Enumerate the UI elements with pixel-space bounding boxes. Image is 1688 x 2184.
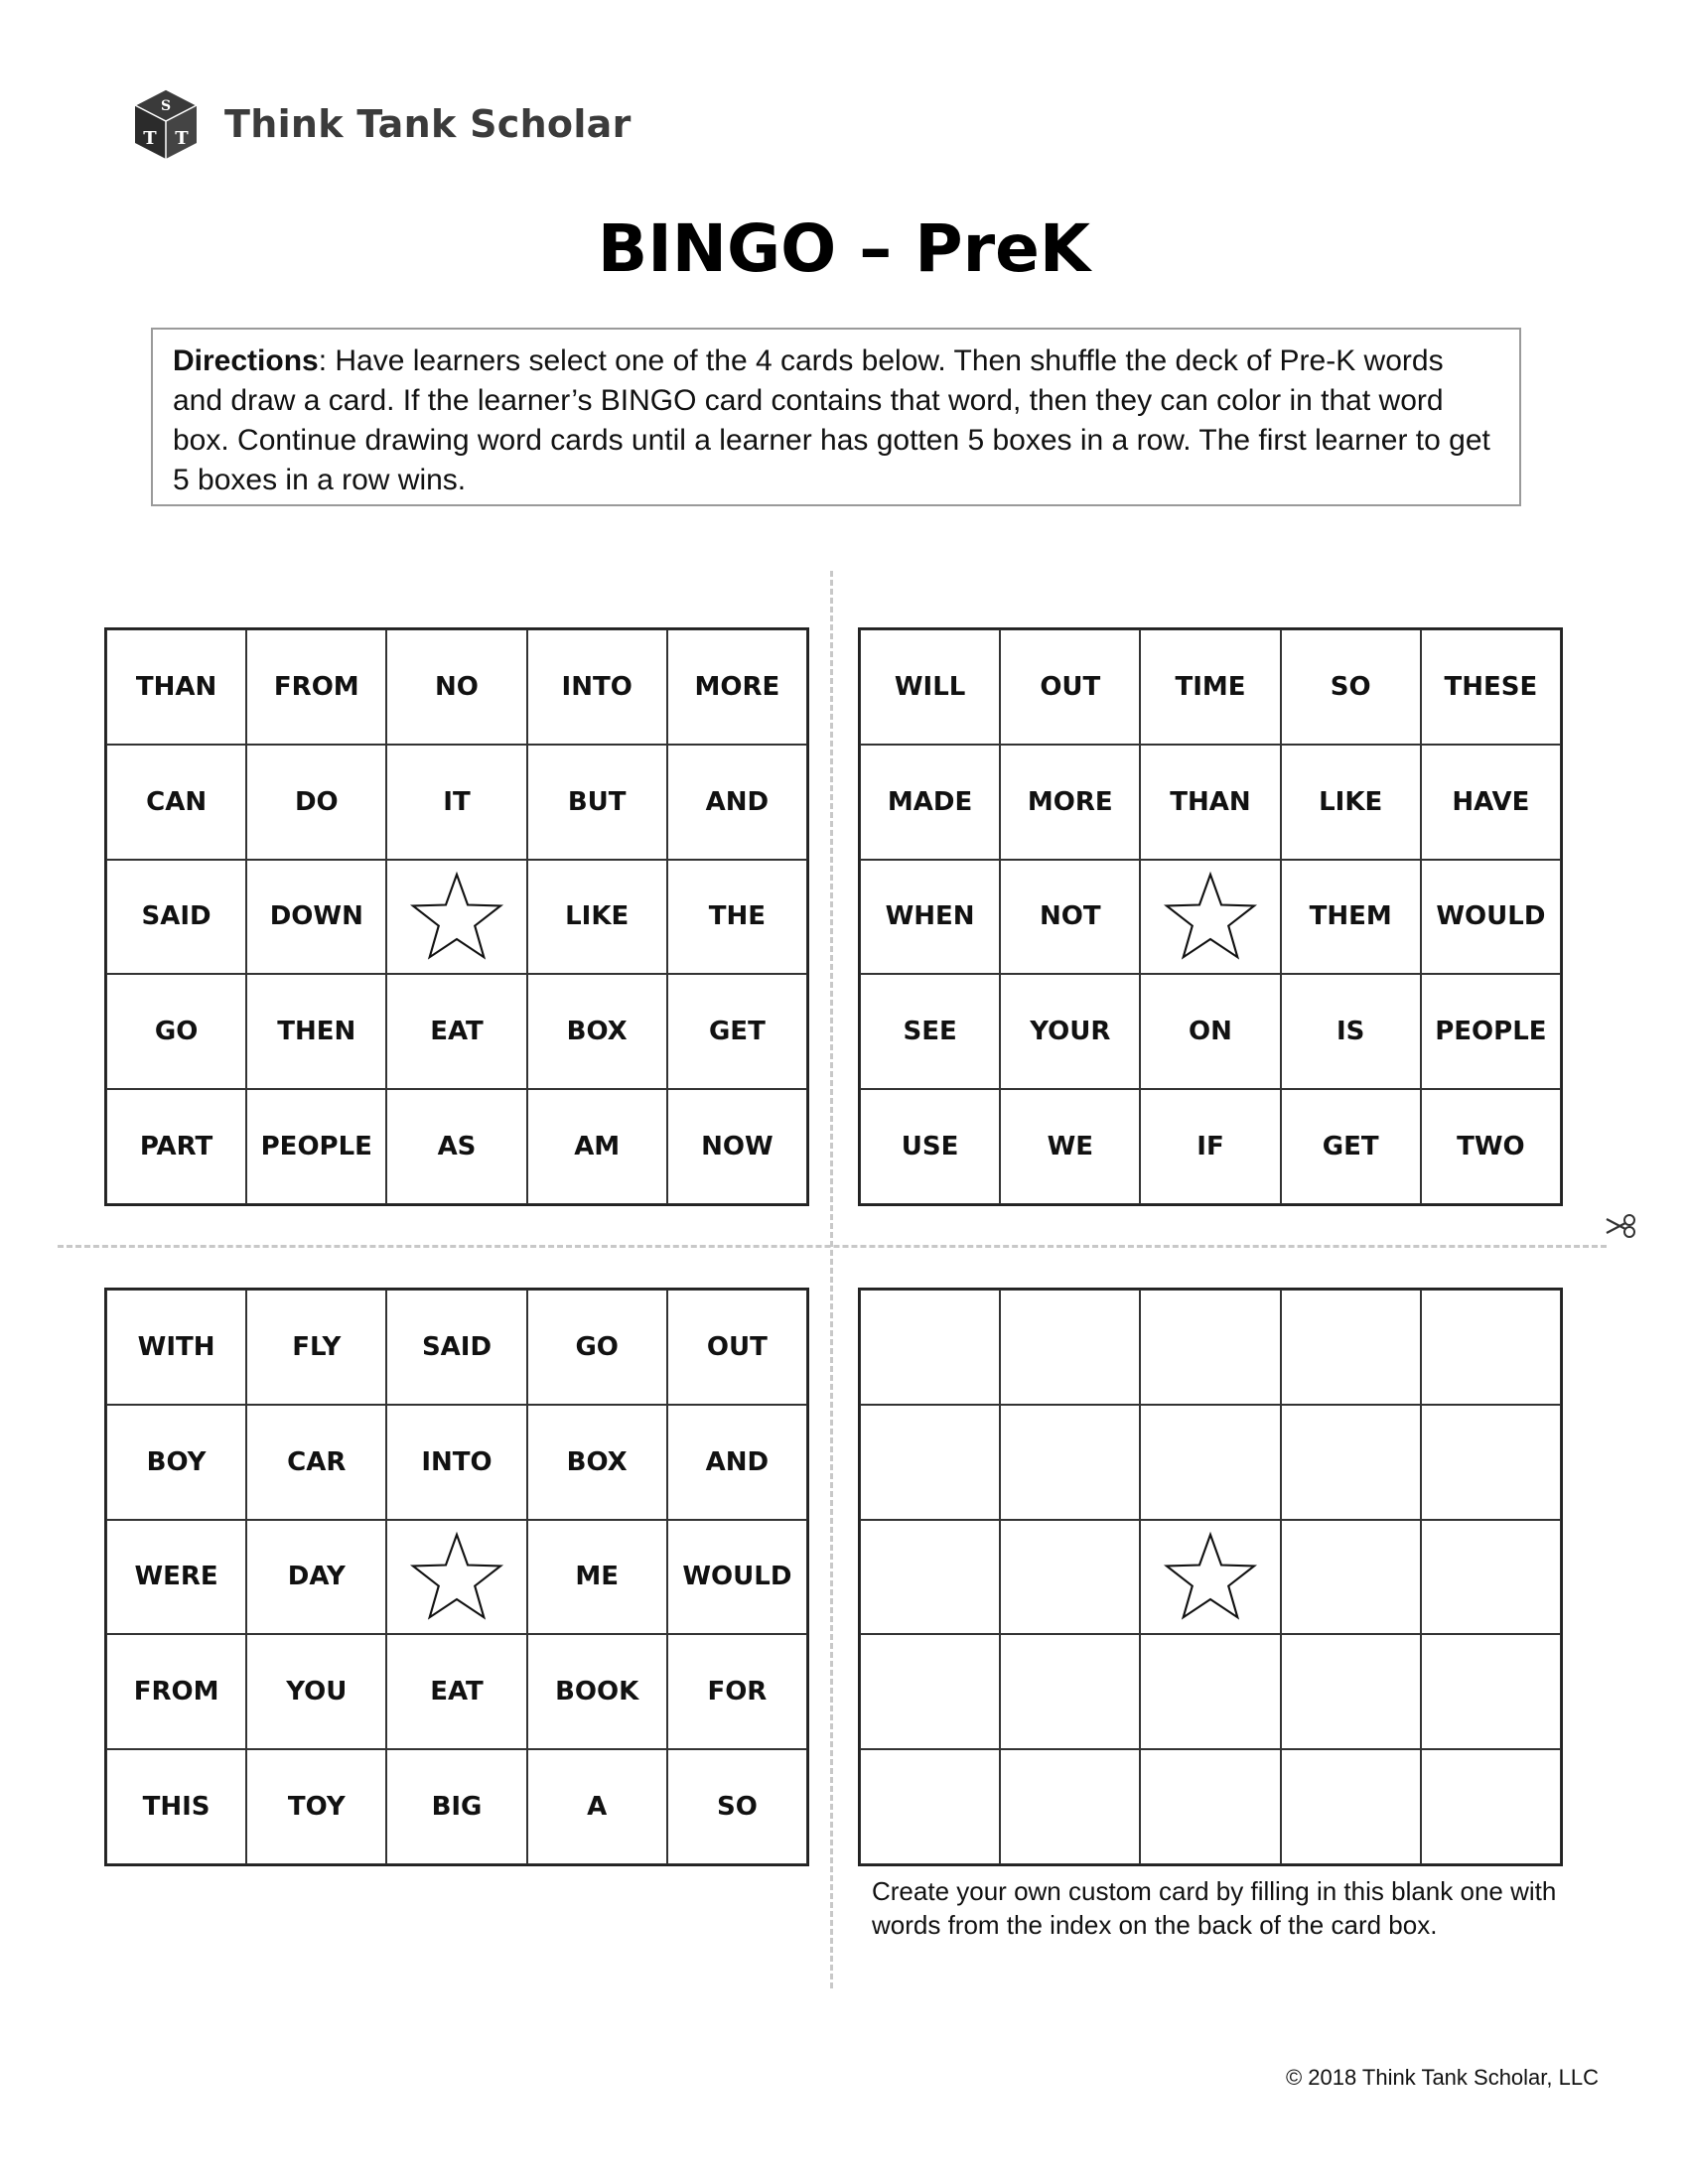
horizontal-cut-line — [58, 1245, 1607, 1248]
cube-logo-icon — [133, 87, 199, 161]
bingo-cell: PEOPLE — [246, 1089, 386, 1204]
bingo-cell: IS — [1281, 974, 1421, 1089]
svg-text:T: T — [143, 128, 157, 149]
bingo-cell: THIS — [106, 1749, 246, 1864]
bingo-cell: NOT — [1000, 860, 1140, 975]
bingo-cell: GO — [106, 974, 246, 1089]
bingo-cell — [1281, 1520, 1421, 1635]
bingo-cell: BOY — [106, 1405, 246, 1520]
bingo-cell: OUT — [667, 1290, 807, 1405]
bingo-cell: PART — [106, 1089, 246, 1204]
blank-card-note: Create your own custom card by filling in this blank one with words from the index on the back of the card box. — [872, 1876, 1557, 1940]
bingo-cell: CAN — [106, 745, 246, 860]
bingo-cell: BUT — [527, 745, 667, 860]
bingo-cell — [1421, 1520, 1561, 1635]
bingo-cell — [1421, 1405, 1561, 1520]
bingo-cell: AND — [667, 745, 807, 860]
star-icon — [409, 1531, 504, 1622]
bingo-cell: AM — [527, 1089, 667, 1204]
bingo-cell: BOX — [527, 974, 667, 1089]
bingo-cell — [860, 1634, 1000, 1749]
bingo-cell: EAT — [386, 1634, 526, 1749]
bingo-cell: GET — [1281, 1089, 1421, 1204]
bingo-cell — [1140, 1405, 1280, 1520]
bingo-cell: HAVE — [1421, 745, 1561, 860]
bingo-cell: ME — [527, 1520, 667, 1635]
bingo-cell — [1421, 1290, 1561, 1405]
svg-text:S: S — [160, 98, 172, 114]
bingo-cell — [1000, 1290, 1140, 1405]
bingo-cell: INTO — [527, 629, 667, 745]
bingo-cell: SAID — [106, 860, 246, 975]
scissors-icon — [1605, 1211, 1638, 1241]
bingo-cell: THAN — [106, 629, 246, 745]
bingo-cell: BIG — [386, 1749, 526, 1864]
bingo-cell: THE — [667, 860, 807, 975]
bingo-cell — [1281, 1290, 1421, 1405]
bingo-cell — [860, 1290, 1000, 1405]
free-space-cell — [386, 860, 526, 975]
bingo-cell — [1000, 1405, 1140, 1520]
bingo-cell — [1000, 1634, 1140, 1749]
star-icon — [1163, 871, 1258, 962]
bingo-cell: MORE — [1000, 745, 1140, 860]
bingo-cell — [1140, 1290, 1280, 1405]
bingo-cell: YOU — [246, 1634, 386, 1749]
bingo-cell: WOULD — [1421, 860, 1561, 975]
bingo-cell: FOR — [667, 1634, 807, 1749]
free-space-cell — [386, 1520, 526, 1635]
bingo-cell: DO — [246, 745, 386, 860]
bingo-card-blank — [858, 1288, 1563, 1866]
bingo-cell: THEM — [1281, 860, 1421, 975]
bingo-cell: FROM — [246, 629, 386, 745]
bingo-cell: LIKE — [1281, 745, 1421, 860]
bingo-cell — [1281, 1405, 1421, 1520]
bingo-cell: IF — [1140, 1089, 1280, 1204]
bingo-cell: WITH — [106, 1290, 246, 1405]
page-title: BINGO – PreK — [597, 210, 1091, 287]
brand-name: Think Tank Scholar — [224, 102, 632, 146]
bingo-cell: THAN — [1140, 745, 1280, 860]
bingo-cell — [860, 1749, 1000, 1864]
copyright-footer: © 2018 Think Tank Scholar, LLC — [1285, 2065, 1599, 2090]
bingo-cell: BOOK — [527, 1634, 667, 1749]
bingo-cell — [860, 1520, 1000, 1635]
bingo-cell — [1421, 1749, 1561, 1864]
bingo-cell: WILL — [860, 629, 1000, 745]
bingo-cell: NO — [386, 629, 526, 745]
bingo-cell: AND — [667, 1405, 807, 1520]
bingo-cell: BOX — [527, 1405, 667, 1520]
bingo-cell: ON — [1140, 974, 1280, 1089]
bingo-cell: A — [527, 1749, 667, 1864]
bingo-cell — [1000, 1749, 1140, 1864]
bingo-cell: GO — [527, 1290, 667, 1405]
bingo-cell: IT — [386, 745, 526, 860]
bingo-cell: LIKE — [527, 860, 667, 975]
bingo-cell: MORE — [667, 629, 807, 745]
bingo-cell: TIME — [1140, 629, 1280, 745]
bingo-cell: WERE — [106, 1520, 246, 1635]
directions-box — [151, 328, 1521, 506]
svg-text:T: T — [175, 128, 189, 149]
bingo-cell: DOWN — [246, 860, 386, 975]
bingo-cell: PEOPLE — [1421, 974, 1561, 1089]
bingo-card-3 — [104, 1288, 809, 1866]
bingo-cell — [860, 1405, 1000, 1520]
bingo-cell: EAT — [386, 974, 526, 1089]
bingo-cell: TOY — [246, 1749, 386, 1864]
free-space-cell — [1140, 860, 1280, 975]
bingo-card-2 — [858, 627, 1563, 1206]
bingo-cell: OUT — [1000, 629, 1140, 745]
bingo-cell: SAID — [386, 1290, 526, 1405]
bingo-cell: GET — [667, 974, 807, 1089]
bingo-cell — [1140, 1634, 1280, 1749]
bingo-cell: DAY — [246, 1520, 386, 1635]
bingo-cell — [1421, 1634, 1561, 1749]
brand-logo — [133, 83, 632, 165]
bingo-cell: WE — [1000, 1089, 1140, 1204]
bingo-cell: FLY — [246, 1290, 386, 1405]
bingo-cell: FROM — [106, 1634, 246, 1749]
bingo-cell: CAR — [246, 1405, 386, 1520]
bingo-cell: MADE — [860, 745, 1000, 860]
bingo-cell: SEE — [860, 974, 1000, 1089]
vertical-cut-line — [830, 571, 833, 1988]
free-space-cell — [1140, 1520, 1280, 1635]
bingo-cell: THEN — [246, 974, 386, 1089]
bingo-cell — [1140, 1749, 1280, 1864]
bingo-cell: USE — [860, 1089, 1000, 1204]
directions-label: Directions — [173, 344, 319, 377]
bingo-cell: THESE — [1421, 629, 1561, 745]
bingo-cell: WHEN — [860, 860, 1000, 975]
bingo-cell — [1281, 1749, 1421, 1864]
bingo-card-1 — [104, 627, 809, 1206]
bingo-cell: SO — [1281, 629, 1421, 745]
bingo-cell: NOW — [667, 1089, 807, 1204]
bingo-cell: AS — [386, 1089, 526, 1204]
bingo-cell: INTO — [386, 1405, 526, 1520]
star-icon — [409, 871, 504, 962]
bingo-cell: YOUR — [1000, 974, 1140, 1089]
directions-text: : Have learners select one of the 4 cards below. Then shuffle the deck of Pre-K words and draw a card. If the learner’s BINGO card contains that word, then they can color in that word box. Continue drawing word cards until a learner has gotten 5 boxes in a row. The first learner to get 5 boxes in a row wins. — [173, 344, 1490, 496]
bingo-cell — [1000, 1520, 1140, 1635]
star-icon — [1163, 1531, 1258, 1622]
bingo-cell — [1281, 1634, 1421, 1749]
bingo-cell: WOULD — [667, 1520, 807, 1635]
bingo-cell: SO — [667, 1749, 807, 1864]
bingo-cell: TWO — [1421, 1089, 1561, 1204]
